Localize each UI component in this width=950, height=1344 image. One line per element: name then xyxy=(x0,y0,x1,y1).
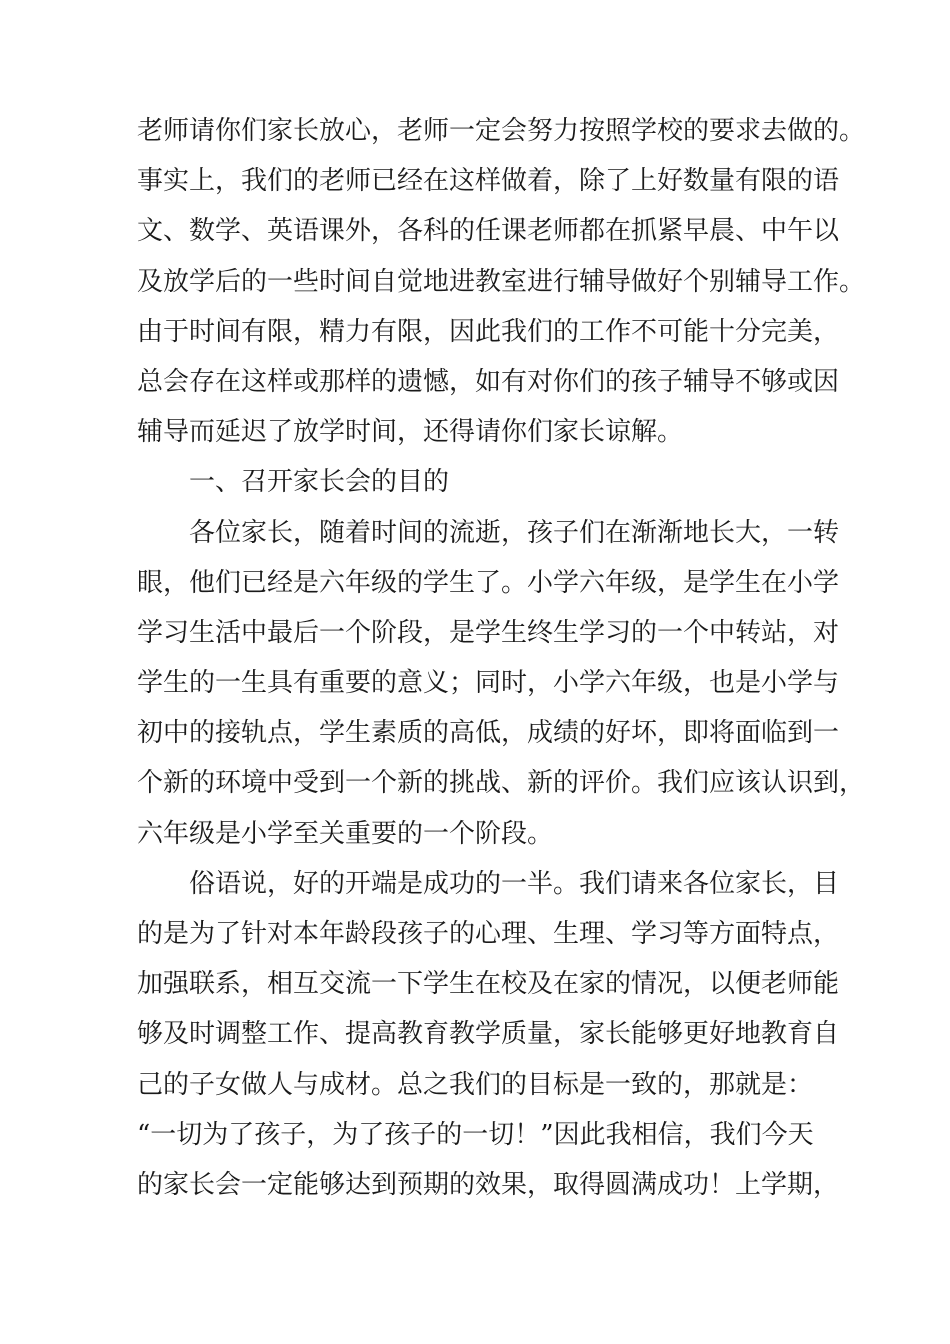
paragraph-first-line: 一、召开家长会的目的 xyxy=(189,467,450,498)
text-line: 学习生活中最后一个阶段，是学生终生学习的一个中转站，对 xyxy=(137,617,840,648)
text-line: 及放学后的一些时间自觉地进教室进行辅导做好个别辅导工作。 xyxy=(137,266,866,297)
text-line: 眼，他们已经是六年级的学生了。小学六年级，是学生在小学 xyxy=(137,567,840,598)
text-line: “一切为了孩子，为了孩子的一切！”因此我相信，我们今天 xyxy=(137,1119,814,1150)
text-line: 加强联系，相互交流一下学生在校及在家的情况，以便老师能 xyxy=(137,969,840,1000)
text-line: 的家长会一定能够达到预期的效果，取得圆满成功！上学期， xyxy=(137,1169,840,1200)
text-line: 学生的一生具有重要的意义；同时，小学六年级，也是小学与 xyxy=(137,668,840,699)
text-line: 够及时调整工作、提高教育教学质量，家长能够更好地教育自 xyxy=(137,1019,840,1050)
text-line: 的是为了针对本年龄段孩子的心理、生理、学习等方面特点， xyxy=(137,919,840,949)
text-line: 己的子女做人与成材。总之我们的目标是一致的，那就是： xyxy=(137,1069,814,1100)
text-line: 个新的环境中受到一个新的挑战、新的评价。我们应该认识到， xyxy=(137,768,866,799)
text-line: 初中的接轨点，学生素质的高低，成绩的好坏，即将面临到一 xyxy=(137,718,840,749)
text-line: 辅导而延迟了放学时间，还得请你们家长谅解。 xyxy=(137,417,684,448)
text-line: 由于时间有限，精力有限，因此我们的工作不可能十分完美， xyxy=(137,316,840,347)
text-line: 事实上，我们的老师已经在这样做着，除了上好数量有限的语 xyxy=(137,166,840,197)
text-line: 文、数学、英语课外，各科的任课老师都在抓紧早晨、中午以 xyxy=(137,216,840,247)
text-line: 总会存在这样或那样的遗憾，如有对你们的孩子辅导不够或因 xyxy=(137,366,840,397)
paragraph-first-line: 俗语说，好的开端是成功的一半。我们请来各位家长，目 xyxy=(189,868,840,899)
text-line: 六年级是小学至关重要的一个阶段。 xyxy=(137,818,554,849)
document-body xyxy=(137,106,866,1210)
text-line: 老师请你们家长放心，老师一定会努力按照学校的要求去做的。 xyxy=(137,116,866,146)
paragraph-first-line: 各位家长，随着时间的流逝，孩子们在渐渐地长大，一转 xyxy=(189,517,840,548)
